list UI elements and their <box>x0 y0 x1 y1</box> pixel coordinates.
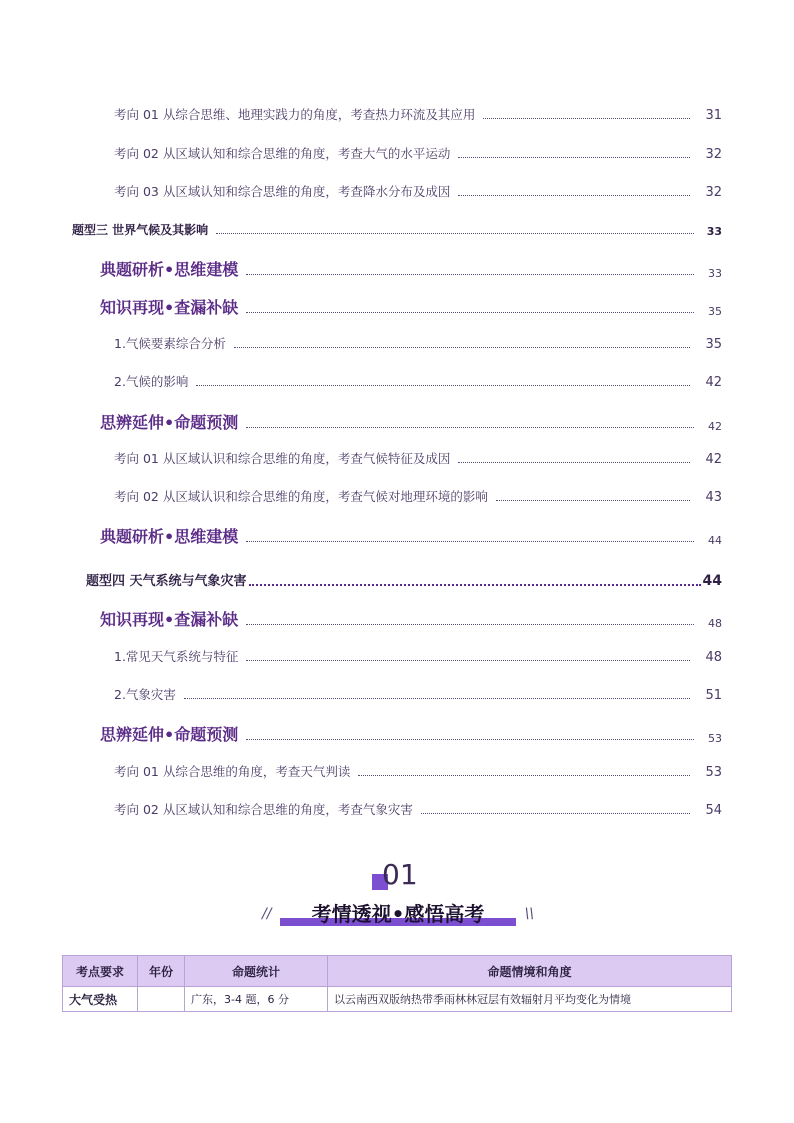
toc-label: 思辨延伸•命题预测 <box>100 413 239 432</box>
toc-label: 考向 01 从区域认识和综合思维的角度，考查气候特征及成因 <box>114 451 451 466</box>
toc-leader <box>358 774 690 776</box>
toc-entry[interactable] <box>114 144 722 162</box>
toc-leader <box>184 697 690 699</box>
toc-label: 考向 02 从区域认知和综合思维的角度，考查大气的水平运动 <box>114 146 451 161</box>
toc-label: 典题研析•思维建模 <box>100 260 239 279</box>
table-header-cell: 考点要求 <box>63 956 138 987</box>
toc-label: 考向 03 从区域认知和综合思维的角度，考查降水分布及成因 <box>114 184 451 199</box>
table-header-cell: 命题统计 <box>185 956 328 987</box>
toc-label: 题型三 世界气候及其影响 <box>72 223 209 237</box>
toc-leader <box>246 623 694 625</box>
toc-page-number: 33 <box>708 267 722 280</box>
toc-leader <box>246 426 694 428</box>
toc-entry[interactable] <box>100 607 722 630</box>
toc-label: 1.常见天气系统与特征 <box>114 649 239 664</box>
toc-leader <box>458 194 690 196</box>
toc-entry[interactable] <box>100 295 722 318</box>
toc-page-number: 35 <box>705 337 722 352</box>
toc-label: 考向 02 从区域认知和综合思维的角度，考查气象灾害 <box>114 802 413 817</box>
toc-leader <box>458 156 690 158</box>
section-title-banner <box>258 896 538 930</box>
toc-label: 知识再现•查漏补缺 <box>100 610 239 629</box>
toc-leader <box>234 346 690 348</box>
toc-label: 思辨延伸•命题预测 <box>100 725 239 744</box>
toc-page-number: 42 <box>705 452 722 467</box>
toc-leader <box>246 273 694 275</box>
toc-page-number: 51 <box>705 688 722 703</box>
exam-analysis-table <box>62 955 732 1012</box>
toc-entry[interactable] <box>72 221 722 238</box>
toc-leader <box>496 499 690 501</box>
toc-leader <box>249 583 701 586</box>
toc-entry[interactable] <box>114 800 722 818</box>
toc-entry[interactable] <box>114 487 722 505</box>
toc-page-number: 32 <box>705 147 722 162</box>
toc-leader <box>196 384 690 386</box>
toc-entry[interactable] <box>100 722 722 745</box>
toc-entry[interactable] <box>114 372 722 390</box>
toc-leader <box>246 659 690 661</box>
toc-label: 2.气象灾害 <box>114 687 176 702</box>
toc-label: 典题研析•思维建模 <box>100 527 239 546</box>
toc-entry[interactable] <box>114 685 722 703</box>
toc-label: 考向 01 从综合思维、地理实践力的角度，考查热力环流及其应用 <box>114 107 476 122</box>
toc-leader <box>421 812 690 814</box>
toc-entry[interactable] <box>100 257 722 280</box>
toc-label: 题型四 天气系统与气象灾害 <box>86 574 247 589</box>
table-header-cell: 命题情境和角度 <box>328 956 732 987</box>
toc-entry[interactable] <box>114 647 722 665</box>
toc-page-number: 32 <box>705 185 722 200</box>
toc-entry[interactable] <box>86 570 722 589</box>
toc-page-number: 54 <box>705 803 722 818</box>
toc-entry[interactable] <box>114 182 722 200</box>
toc-entry[interactable] <box>100 410 722 433</box>
toc-entry[interactable] <box>114 762 722 780</box>
toc-page-number: 42 <box>708 420 722 433</box>
section-number-text: 01 <box>382 858 418 891</box>
toc-leader <box>246 311 694 313</box>
table-cell: 广东，3-4 题，6 分 <box>185 987 328 1012</box>
right-slash-decoration: \\ <box>524 906 534 922</box>
toc-page-number: 31 <box>705 108 722 123</box>
toc-leader <box>246 738 694 740</box>
toc-page-number: 48 <box>708 617 722 630</box>
table-header-cell: 年份 <box>138 956 185 987</box>
toc-page-number: 44 <box>708 534 722 547</box>
toc-entry[interactable] <box>114 334 722 352</box>
section-number <box>372 858 432 892</box>
toc-label: 2.气候的影响 <box>114 374 189 389</box>
toc-leader <box>458 461 690 463</box>
toc-page-number: 35 <box>708 305 722 318</box>
table-row <box>63 987 732 1012</box>
toc-label: 考向 01 从综合思维的角度，考查天气判读 <box>114 764 351 779</box>
table-cell: 大气受热 <box>63 987 138 1012</box>
left-slash-decoration: // <box>262 906 272 922</box>
toc-page-number: 43 <box>705 490 722 505</box>
toc-label: 知识再现•查漏补缺 <box>100 298 239 317</box>
toc-entry[interactable] <box>114 105 722 123</box>
toc-entry[interactable] <box>100 524 722 547</box>
toc-leader <box>483 117 690 119</box>
toc-entry[interactable] <box>114 449 722 467</box>
section-title: 考情透视•感悟高考 <box>311 902 485 926</box>
toc-label: 考向 02 从区域认识和综合思维的角度，考查气候对地理环境的影响 <box>114 489 488 504</box>
toc-page-number: 48 <box>705 650 722 665</box>
toc-page-number: 33 <box>706 225 722 238</box>
toc-page-number: 42 <box>705 375 722 390</box>
table-cell: 以云南西双版纳热带季雨林林冠层有效辐射月平均变化为情境 <box>328 987 732 1012</box>
table-header-row <box>63 956 732 987</box>
table-cell <box>138 987 185 1012</box>
toc-leader <box>246 540 694 542</box>
toc-page-number: 53 <box>705 765 722 780</box>
toc-leader <box>216 232 694 234</box>
toc-page-number: 53 <box>708 732 722 745</box>
toc-label: 1.气候要素综合分析 <box>114 336 226 351</box>
toc-page-number: 44 <box>702 573 722 589</box>
